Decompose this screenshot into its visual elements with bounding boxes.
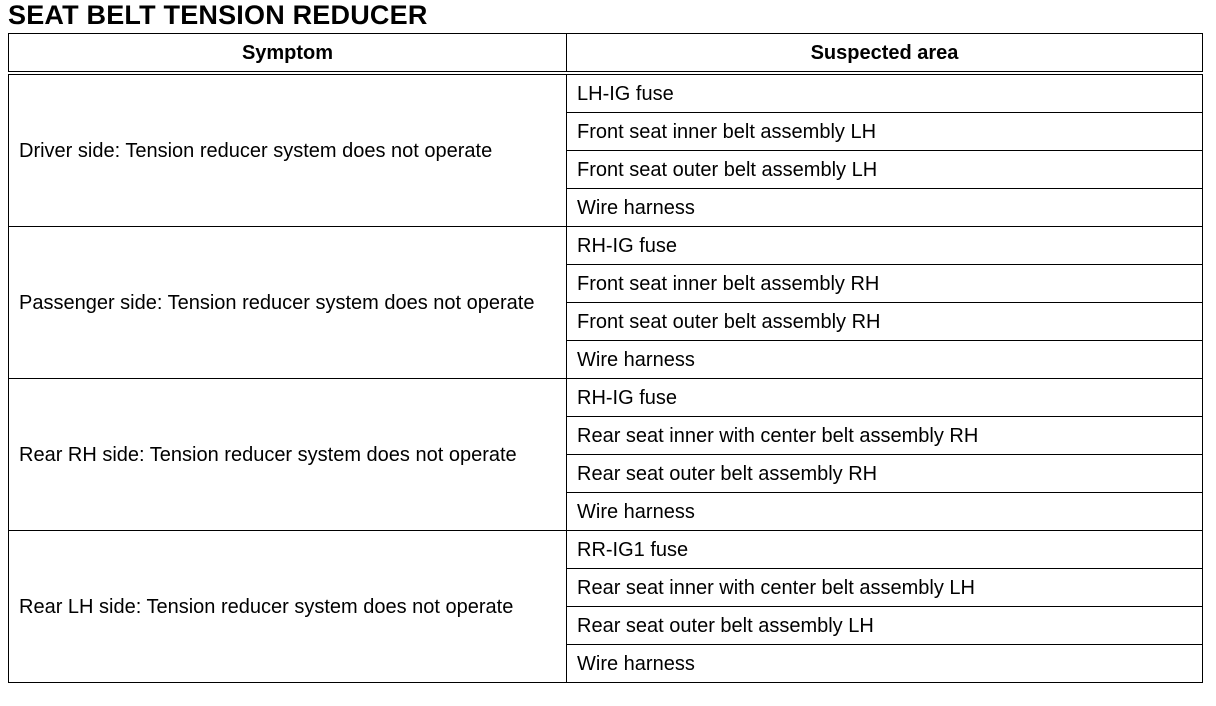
symptom-cell: Rear RH side: Tension reducer system does not operate bbox=[9, 379, 567, 531]
suspected-area-cell: Rear seat inner with center belt assembly LH bbox=[567, 569, 1203, 607]
symptom-cell: Driver side: Tension reducer system does not operate bbox=[9, 73, 567, 227]
suspected-area-cell: Front seat outer belt assembly RH bbox=[567, 303, 1203, 341]
suspected-area-cell: Front seat inner belt assembly RH bbox=[567, 265, 1203, 303]
suspected-area-cell: Rear seat inner with center belt assembly RH bbox=[567, 417, 1203, 455]
table-row bbox=[9, 379, 1203, 417]
suspected-area-cell: Wire harness bbox=[567, 645, 1203, 683]
suspected-area-cell: LH-IG fuse bbox=[567, 73, 1203, 113]
suspected-area-cell: RR-IG1 fuse bbox=[567, 531, 1203, 569]
suspected-area-cell: Wire harness bbox=[567, 189, 1203, 227]
table-row bbox=[9, 227, 1203, 265]
suspected-area-cell: Front seat outer belt assembly LH bbox=[567, 151, 1203, 189]
symptom-column-header: Symptom bbox=[9, 34, 567, 74]
suspected-area-cell: RH-IG fuse bbox=[567, 379, 1203, 417]
document-title: SEAT BELT TENSION REDUCER bbox=[8, 0, 428, 30]
suspected-area-cell: Front seat inner belt assembly LH bbox=[567, 113, 1203, 151]
suspected-area-cell: Rear seat outer belt assembly RH bbox=[567, 455, 1203, 493]
suspected-area-cell: Wire harness bbox=[567, 493, 1203, 531]
suspected-area-cell: Rear seat outer belt assembly LH bbox=[567, 607, 1203, 645]
symptom-cell: Rear LH side: Tension reducer system does not operate bbox=[9, 531, 567, 683]
header-row bbox=[9, 34, 1203, 74]
table-row bbox=[9, 531, 1203, 569]
table-body bbox=[9, 73, 1203, 683]
symptom-cell: Passenger side: Tension reducer system does not operate bbox=[9, 227, 567, 379]
suspected-area-cell: RH-IG fuse bbox=[567, 227, 1203, 265]
table-row bbox=[9, 73, 1203, 113]
suspected-area-cell: Wire harness bbox=[567, 341, 1203, 379]
table-header bbox=[9, 34, 1203, 74]
symptom-table bbox=[8, 33, 1203, 683]
suspected-area-column-header: Suspected area bbox=[567, 34, 1203, 74]
